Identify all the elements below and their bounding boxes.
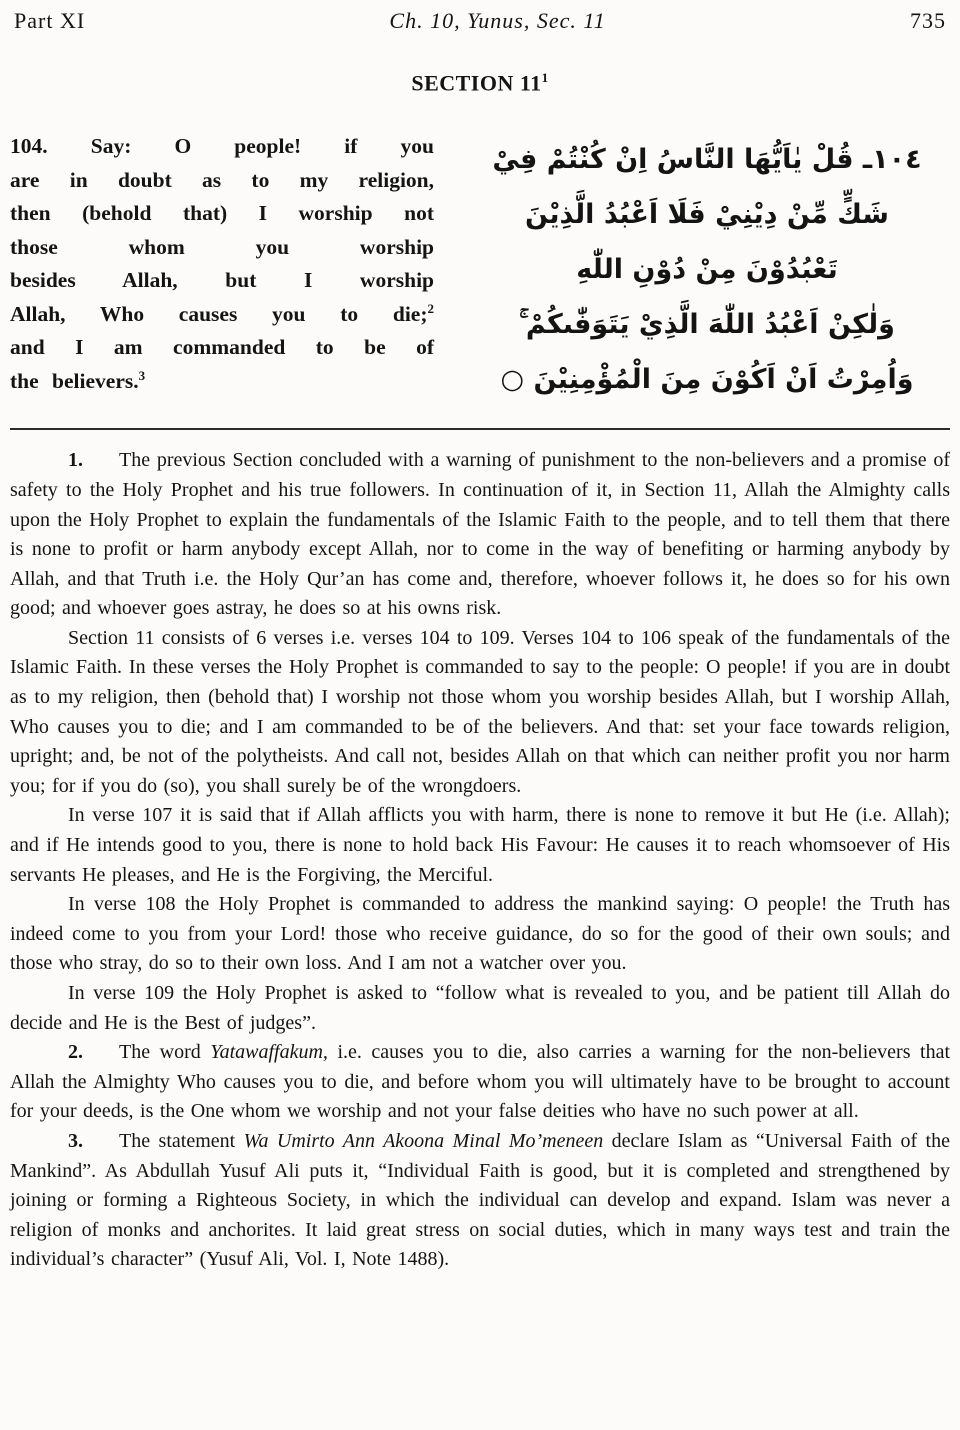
section-heading: [10, 70, 950, 96]
section-title: SECTION 11: [411, 70, 542, 96]
footnote-2-number: 2.: [68, 1041, 83, 1064]
footnote-marker-3: 3: [138, 367, 146, 383]
footnote-1-paragraph-3: In verse 107 it is said that if Allah afflicts you with harm, there is none to remove it but He (i.e. Allah); and if He intends good to you, there is none to hold back His Favour: He causes it to reach whomsoever of His servants He pleases, and He is the Forgiving, the Merciful.: [10, 804, 950, 886]
verse-line: are in doubt as to my religion,: [10, 167, 434, 192]
transliterated-statement: Wa Umirto Ann Akoona Minal Mo’meneen: [243, 1129, 604, 1152]
footnote-marker-2: 2: [427, 300, 434, 316]
arabic-line: وَلٰكِنْ اَعْبُدُ اللّٰهَ الَّذِيْ يَتَوَفّٰىكُمْ ۚ: [519, 309, 895, 341]
chapter-title: Ch. 10, Yunus, Sec. 11: [389, 8, 606, 33]
running-header: [10, 8, 950, 34]
arabic-line: شَكٍّ مِّنْ دِيْنِيْ فَلَا اَعْبُدُ الَّذِيْنَ: [525, 199, 889, 231]
footnote-1-paragraph-2: Section 11 consists of 6 verses i.e. verses 104 to 109. Verses 104 to 106 speak of the fundamentals of the Islamic Faith. In these verses the Holy Prophet is commanded to say to the people: O people! if you are in doubt as to my religion, then (behold that) I worship not those whom you worship besides Allah, but I worship Allah, Who causes you to die; and I am commanded to be of the believers. And that: set your face towards religion, upright; and, be not of the polytheists. And call not, besides Allah on that which can neither profit you nor harm you; for if you do (so), you shall surely be of the wrongdoers.: [10, 626, 950, 797]
footnote-3-number: 3.: [68, 1129, 83, 1152]
page-number: 735: [909, 8, 946, 33]
footnote-1-paragraph-4: In verse 108 the Holy Prophet is commanded to address the mankind saying: O people! the Truth has indeed come to you from your Lord! those who receive guidance, do so for the good of their own souls; and those who stray, do so to their own loss. And I am not a watcher over you.: [10, 893, 950, 975]
commentary: [10, 446, 950, 1275]
verse-arabic-text: [464, 130, 950, 408]
verse-line: those whom you worship: [10, 234, 434, 259]
verse-line: the believers.$^3$: [10, 367, 146, 393]
footnote-1-paragraph-1: 1. The previous Section concluded with a warning of punishment to the non-believers and a promise of safety to the Holy Prophet and his true followers. In continuation of it, in Section 11, Allah the Almighty calls upon the Holy Prophet to explain the fundamentals of the Islamic Faith to the people, and to tell them that there is none to profit or harm anybody except Allah, nor to come in the way of benefiting or harming anybody by Allah, and that Truth i.e. the Holy Qur’an has come and, therefore, whoever follows it, he does so for his own good; and whoever goes astray, he does so at his owns risk.: [10, 449, 950, 620]
part-label: Part XI: [14, 8, 86, 33]
footnote-1-number: 1.: [68, 449, 83, 472]
transliterated-term: Yatawaffakum,: [210, 1041, 328, 1064]
verse-block: [10, 130, 950, 408]
verse-line: 104. Say: O people! if you: [10, 134, 434, 159]
verse-line: and I am commanded to be of: [10, 335, 434, 360]
section-divider: [10, 428, 950, 430]
verse-translation: [10, 130, 434, 408]
arabic-line: ١٠٤ـ قُلْ يٰاَيُّهَا النَّاسُ اِنْ كُنْتُمْ فِيْ: [492, 144, 922, 176]
arabic-line: وَاُمِرْتُ اَنْ اَكُوْنَ مِنَ الْمُؤْمِنِيْنَ ○: [500, 364, 914, 396]
footnote-3-paragraph: 3. The statement Wa Umirto Ann Akoona Minal Mo’meneen declare Islam as “Universal Faith of the Mankind”. As Abdullah Yusuf Ali puts it, “Individual Faith is good, but it is completed and strengthened by joining or forming a Righteous Society, in which the individual can develop and expand. Islam was never a religion of monks and anchorites. It laid great stress on social duties, which in many ways test and train the individual’s character” (Yusuf Ali, Vol. I, Note 1488).: [10, 1129, 950, 1271]
footnote-2-paragraph: 2. The word Yatawaffakum, i.e. causes you to die, also carries a warning for the non-believers that Allah the Almighty Who causes you to die, and before whom you will ultimately have to be brought to account for your deeds, is the One whom we worship and not your false deities who have no such power at all.: [10, 1041, 951, 1123]
verse-line: then (behold that) I worship not: [10, 201, 434, 226]
section-footnote-ref: 1: [541, 70, 549, 85]
arabic-line: تَعْبُدُوْنَ مِنْ دُوْنِ اللّٰهِ: [576, 254, 838, 286]
verse-line: besides Allah, but I worship: [10, 268, 434, 293]
verse-line: Allah, Who causes you to die;$^2$: [10, 300, 434, 326]
footnote-1-paragraph-5: In verse 109 the Holy Prophet is asked to “follow what is revealed to you, and be patient till Allah do decide and He is the Best of judges”.: [10, 982, 950, 1034]
